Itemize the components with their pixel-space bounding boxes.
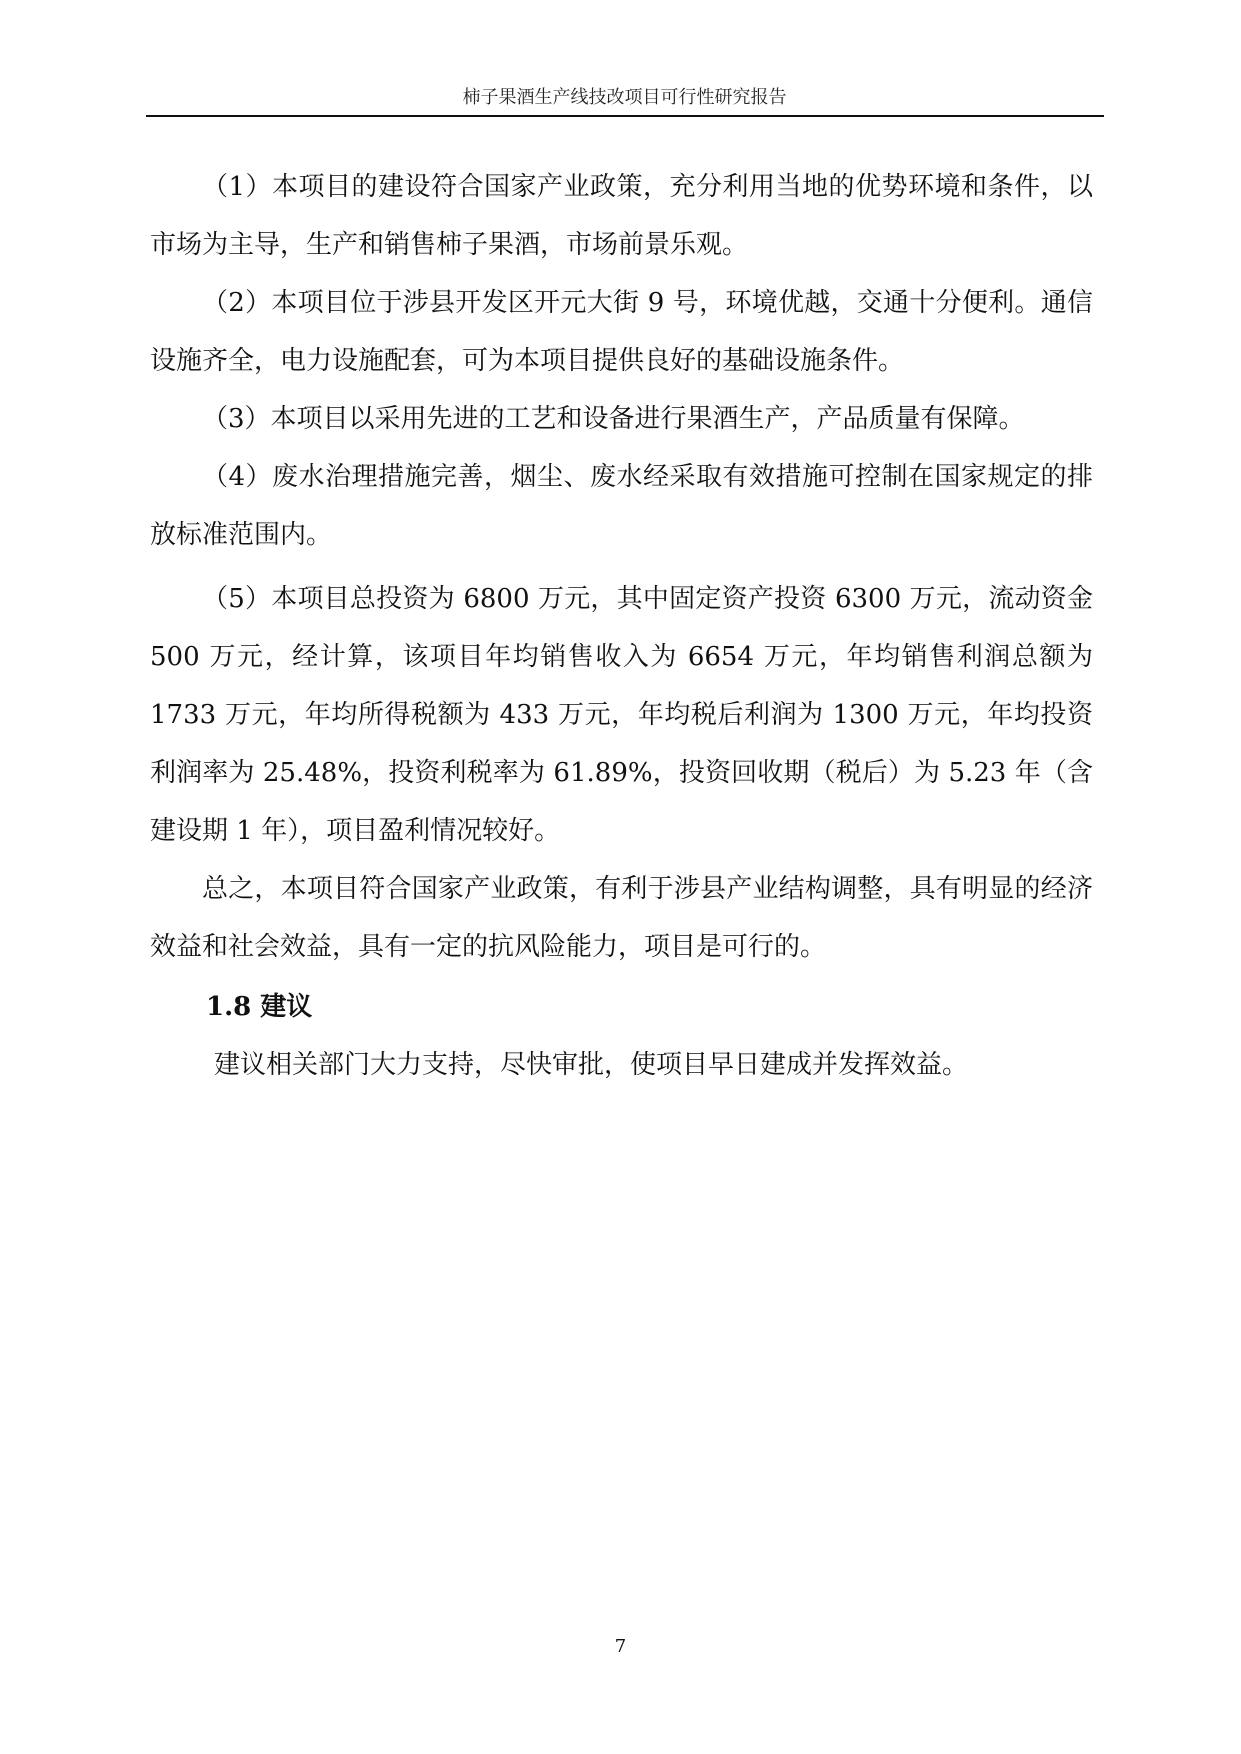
paragraph-conclusion: 总之，本项目符合国家产业政策，有利于涉县产业结构调整，具有明显的经济效益和社会效益，具有一定的抗风险能力，项目是可行的。 (150, 874, 1093, 962)
paragraph-item-3: （3）本项目以采用先进的工艺和设备进行果酒生产，产品质量有保障。 (202, 404, 1025, 434)
paragraph-item-5: （5）本项目总投资为 6800 万元，其中固定资产投资 6300 万元，流动资金 500 万元，经计算，该项目年均销售收入为 6654 万元，年均销售利润总额为 1733 万元，年均所得税额为 433 万元，年均税后利润为 1300 万元，年均投资利润率为 25.48%，投资利税率为 61.89%，投资回收期（税后）为 5.23 年（含建设期 1 年），项目盈利情况较好。 (150, 584, 1093, 846)
page-header-title: 柿子果酒生产线技改项目可行性研究报告 (462, 87, 787, 108)
header-divider (146, 115, 1104, 117)
paragraph-item-4: （4）废水治理措施完善，烟尘、废水经采取有效措施可控制在国家规定的排放标准范围内。 (150, 462, 1093, 550)
paragraph-suggestion: 建议相关部门大力支持，尽快审批，使项目早日建成并发挥效益。 (214, 1050, 969, 1080)
paragraph-item-1: （1）本项目的建设符合国家产业政策，充分利用当地的优势环境和条件，以市场为主导，生产和销售柿子果酒，市场前景乐观。 (150, 172, 1093, 260)
document-body (150, 158, 1093, 1094)
section-heading: 1.8 建议 (206, 992, 313, 1022)
paragraph-item-2: （2）本项目位于涉县开发区开元大街 9 号，环境优越，交通十分便利。通信设施齐全，电力设施配套，可为本项目提供良好的基础设施条件。 (150, 288, 1093, 376)
page-number: 7 (614, 1636, 627, 1657)
